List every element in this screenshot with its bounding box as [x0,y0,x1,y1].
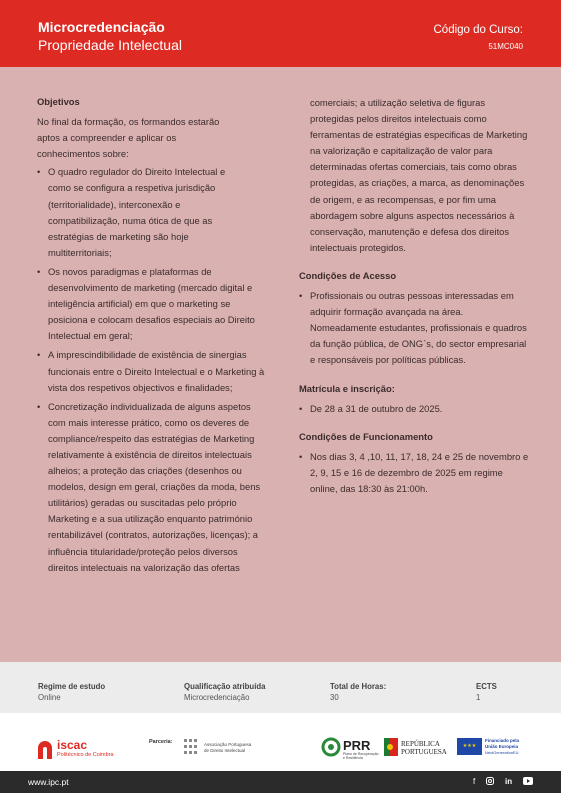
republica-line2: PORTUGUESA [401,748,447,756]
qualification-label: Qualificação atribuída [184,682,266,691]
apdi-line1: Associação Portuguesa [204,742,252,747]
operation-section [299,429,529,497]
facebook-icon[interactable]: f [473,777,476,786]
regime-info [38,681,105,703]
list-item: • Nos dias 3, 4 ,10, 11, 17, 18, 24 e 25 de novembro e 2, 9, 15 e 16 de dezembro de 2025 em regime online, das 18:30 às 21:00h. [299,449,529,497]
list-item: • Os novos paradigmas e plataformas de desenvolvimento de marketing (mercado digital e inteligência artificial) em que o marketing se posiciona e colocam desafios especiais ao Direito Intelectual em geral; [37,264,269,344]
iscac-subname: Politécnico de Coimbra [57,752,114,758]
list-item: • O quadro regulador do Direito Intelectual e como se configura a respetiva jurisdição (territorialidade), interconexão e compatibilização, numa ótica de que as estratégias de marketing são hoje multiterritoriais; [37,164,237,261]
regime-value: Online [38,693,61,702]
ects-info [476,681,497,703]
course-code-value: 51MC040 [488,42,523,51]
list-item: • De 28 a 31 de outubro de 2025. [299,401,529,417]
instagram-icon[interactable] [486,777,494,787]
course-code-label: Código do Curso: [433,24,523,36]
republica-logo [384,738,447,761]
website-link[interactable]: www.ipc.pt [28,777,69,787]
eu-line1: Financiado pela [485,738,520,743]
regime-label: Regime de estudo [38,682,106,691]
ects-value: 1 [476,693,481,702]
course-subtitle: Propriedade Intelectual [38,37,182,53]
prr-logo [321,737,379,762]
enrollment-heading: Matrícula e inscrição: [299,382,395,394]
apdi-line2: de Direito Intelectual [204,748,246,753]
list-item: • Concretização individualizada de alguns aspetos com mais interesse prático, como os deveres de compliance/respeito das estratégias de Marketing relativamente à existência de direitos intelectuais alheios; a proteção das criações (desenhos ou modelos, design em geral, criações da moda, bens utilitários) geradas ou suscitadas pelo próprio Marketing e a sua utilização enquanto património rentabilizável (contratos, autorizações, licenças); a influência titularidade/proteção pelos diversos direitos intelectuais na valorização das ofertas [37,399,269,576]
course-title: Microcredenciação [38,19,165,35]
iscac-arch-icon [36,739,54,759]
hours-value: 30 [330,693,339,702]
republica-line1: REPÚBLICA [401,740,440,748]
right-column [299,95,529,500]
portugal-flag-icon [384,738,398,756]
linkedin-icon[interactable]: in [505,777,513,786]
access-heading: Condições de Acesso [299,269,397,281]
prr-sub2: e Resiliência [343,756,363,760]
eu-flag-icon: ★★★ [457,738,482,755]
objectives-continuation: comerciais; a utilização seletiva de figuras protegidas pelos direitos intelectuais como ferramentas de estratégias especificas de Marketing na valorização e capitalização de valor para determinadas ofertas comerciais, tais como obras protegidas, as criações, a marca, as denominações de origem, e as recompensas, e por fim uma abordagem sobre alguns aspectos necessários à conservação, manutenção e defesa dos direitos intelectuais protegidos. [310,97,528,253]
left-column [37,94,269,579]
apdi-logo [183,738,252,761]
footer-bar [0,771,561,793]
prr-text: PRR [343,738,371,753]
course-info-bar [0,662,561,713]
qualification-info [184,681,265,703]
objectives-heading: Objetivos [37,96,80,107]
access-section [299,268,529,369]
apdi-emblem-icon [183,738,199,756]
main-content [0,67,561,662]
qualification-value: Microcredenciação [184,693,250,702]
iscac-name: iscac [57,738,88,752]
list-item: • A imprescindibilidade de existência de sinergias funcionais entre o Direito Intelectual e o Marketing à vista dos respetivos objectivos e finalidades; [37,347,269,395]
header-banner [0,0,561,67]
operation-heading: Condições de Funcionamento [299,430,433,442]
youtube-icon[interactable] [523,777,533,787]
objectives-list [37,164,269,575]
hours-info [330,681,386,703]
list-item: • Profissionais ou outras pessoas interessadas em adquirir formação avançada na área. Nomeadamente estudantes, profissionais e quadros da função pública, de ONG`s, do sector empresarial e responsáveis por políticas públicas. [299,288,529,368]
enrollment-section [299,381,529,417]
ects-label: ECTS [476,682,497,691]
hours-label: Total de Horas: [330,682,387,691]
eu-line3: NextGenerationEU [485,750,519,755]
eu-line2: União Europeia [485,744,519,749]
objectives-intro: No final da formação, os formandos estarão aptos a compreender e aplicar os conhecimentos sobre: [37,116,220,160]
partner-label: Parceria: [149,739,173,745]
prr-sub1: Plano de Recuperação [343,752,379,756]
logos-strip [0,713,561,771]
prr-circle-icon [321,737,341,757]
